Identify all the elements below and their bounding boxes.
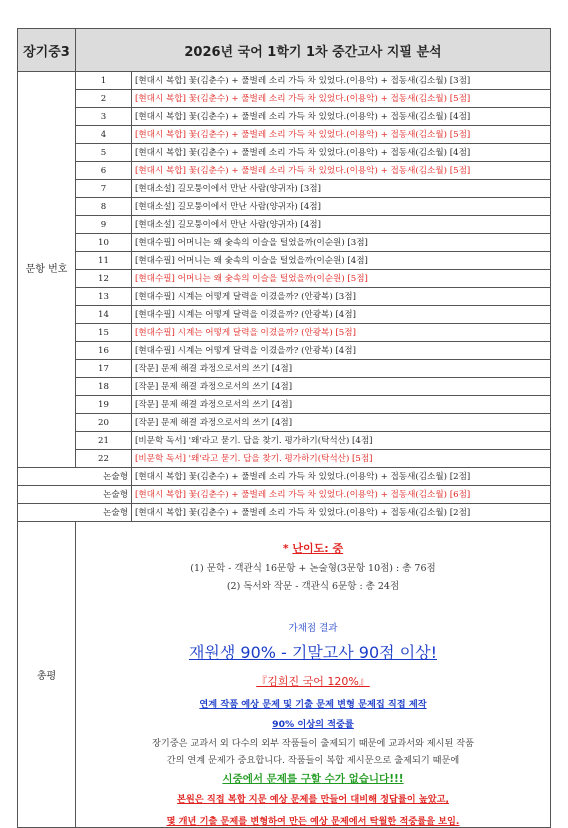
question-number: 3 <box>76 108 132 126</box>
question-description: [현대수필] 시계는 어떻게 달력을 이겼을까? (안광복) [4점] <box>132 306 551 324</box>
difficulty-text: 난이도: 중 <box>292 542 344 555</box>
question-number: 1 <box>76 72 132 90</box>
question-description: [현대소설] 길모퉁이에서 만난 사람(양귀자) [4점] <box>132 216 551 234</box>
question-description: [현대수필] 어머니는 왜 숯속의 이슬을 털었을까(이순원) [5점] <box>132 270 551 288</box>
question-row <box>18 468 551 486</box>
header-row <box>18 29 551 72</box>
exam-analysis-table <box>17 28 551 828</box>
question-description: [현대수필] 시계는 어떻게 달력을 이겼을까? (안광복) [5점] <box>132 324 551 342</box>
brand-name: 『김희진 국어 120%』 <box>256 675 370 688</box>
question-description: [현대수필] 시계는 어떻게 달력을 이겼을까? (안광복) [4점] <box>132 342 551 360</box>
question-number: 2 <box>76 90 132 108</box>
question-number: 6 <box>76 162 132 180</box>
question-number: 15 <box>76 324 132 342</box>
question-row <box>18 504 551 522</box>
question-number: 22 <box>76 450 132 468</box>
question-description: [현대시 복합] 꽃(김춘수) + 풀벌레 소리 가득 차 있었다.(이용악) + 접동새(김소월) [6점] <box>132 486 551 504</box>
question-row <box>18 414 551 432</box>
question-row <box>18 216 551 234</box>
page-title: 2026년 국어 1학기 1차 중간고사 지필 분석 <box>76 29 551 72</box>
question-number: 12 <box>76 270 132 288</box>
question-number: 논술형 <box>18 468 132 486</box>
question-row <box>18 162 551 180</box>
difficulty-bullet: * <box>282 542 293 555</box>
question-description: [현대소설] 길모퉁이에서 만난 사람(양귀자) [3점] <box>132 180 551 198</box>
question-description: [현대수필] 어머니는 왜 숯속의 이슬을 털었을까(이순원) [4점] <box>132 252 551 270</box>
question-number: 10 <box>76 234 132 252</box>
question-description: [비문학 독서] '왜'라고 묻기. 답을 찾기. 평가하기(탁석산) [4점] <box>132 432 551 450</box>
question-row <box>18 288 551 306</box>
question-number: 21 <box>76 432 132 450</box>
question-row <box>18 360 551 378</box>
question-description: [비문학 독서] '왜'라고 묻기. 답을 찾기. 평가하기(탁석산) [5점] <box>132 450 551 468</box>
summary-row <box>18 522 551 828</box>
question-row <box>18 342 551 360</box>
question-row <box>18 180 551 198</box>
question-description: [현대시 복합] 꽃(김춘수) + 풀벌레 소리 가득 차 있었다.(이용악) + 접동새(김소월) [5점] <box>132 90 551 108</box>
question-row <box>18 198 551 216</box>
school-name: 장기중3 <box>18 29 76 72</box>
promo-line-2: 90% 이상의 적중률 <box>272 719 354 730</box>
question-row <box>18 324 551 342</box>
question-row <box>18 306 551 324</box>
evaluation-label: 가채점 결과 <box>288 623 338 634</box>
promo-line-1: 연계 작품 예상 문제 및 기출 문제 변형 문제집 직접 제작 <box>199 699 427 710</box>
question-number: 8 <box>76 198 132 216</box>
question-number: 18 <box>76 378 132 396</box>
question-row <box>18 432 551 450</box>
question-description: [현대시 복합] 꽃(김춘수) + 풀벌레 소리 가득 차 있었다.(이용악) + 접동새(김소월) [3점] <box>132 72 551 90</box>
question-description: [작문] 문제 해결 과정으로서의 쓰기 [4점] <box>132 414 551 432</box>
question-number: 논술형 <box>18 504 132 522</box>
question-number: 16 <box>76 342 132 360</box>
question-row <box>18 72 551 90</box>
question-number: 5 <box>76 144 132 162</box>
question-number: 11 <box>76 252 132 270</box>
question-description: [현대시 복합] 꽃(김춘수) + 풀벌레 소리 가득 차 있었다.(이용악) + 접동새(김소월) [2점] <box>132 504 551 522</box>
question-number: 14 <box>76 306 132 324</box>
question-number: 13 <box>76 288 132 306</box>
question-number-label: 문항 번호 <box>18 72 76 468</box>
question-number: 논술형 <box>18 486 132 504</box>
question-description: [작문] 문제 해결 과정으로서의 쓰기 [4점] <box>132 360 551 378</box>
difficulty-line <box>76 540 550 556</box>
question-number: 19 <box>76 396 132 414</box>
question-row <box>18 378 551 396</box>
question-row <box>18 144 551 162</box>
question-row <box>18 270 551 288</box>
question-row <box>18 234 551 252</box>
literature-breakdown: (1) 문학 - 객관식 16문항 + 논술형(3문항 10점) : 총 76점 <box>190 563 436 574</box>
red-note-1: 본원은 직접 복합 지문 예상 문제를 만들어 대비해 정답률이 높았고, <box>177 794 449 805</box>
question-row <box>18 450 551 468</box>
question-description: [작문] 문제 해결 과정으로서의 쓰기 [4점] <box>132 396 551 414</box>
body-line-1: 장기중은 교과서 외 다수의 외부 작품들이 출제되기 때문에 교과서와 제시된 작품 <box>151 738 475 749</box>
question-number: 7 <box>76 180 132 198</box>
body-line-2: 간의 연계 문제가 중요합니다. 작품들이 복합 제시문으로 출제되기 때문에 <box>166 755 460 766</box>
reading-breakdown: (2) 독서와 작문 - 객관식 6문항 : 총 24점 <box>226 581 400 592</box>
question-description: [현대시 복합] 꽃(김춘수) + 풀벌레 소리 가득 차 있었다.(이용악) + 접동새(김소월) [5점] <box>132 126 551 144</box>
question-number: 20 <box>76 414 132 432</box>
question-row <box>18 90 551 108</box>
question-number: 9 <box>76 216 132 234</box>
question-row <box>18 396 551 414</box>
question-row <box>18 126 551 144</box>
summary-label: 총평 <box>18 522 76 828</box>
question-description: [현대시 복합] 꽃(김춘수) + 풀벌레 소리 가득 차 있었다.(이용악) + 접동새(김소월) [4점] <box>132 108 551 126</box>
question-description: [현대시 복합] 꽃(김춘수) + 풀벌레 소리 가득 차 있었다.(이용악) + 접동새(김소월) [4점] <box>132 144 551 162</box>
question-row <box>18 108 551 126</box>
red-note-2: 몇 개년 기출 문제를 변형하여 만든 예상 문제에서 탁월한 적중률을 보임. <box>166 816 460 827</box>
question-number: 17 <box>76 360 132 378</box>
question-description: [현대소설] 길모퉁이에서 만난 사람(양귀자) [4점] <box>132 198 551 216</box>
question-description: [현대시 복합] 꽃(김춘수) + 풀벌레 소리 가득 차 있었다.(이용악) + 접동새(김소월) [5점] <box>132 162 551 180</box>
question-row <box>18 252 551 270</box>
question-description: [현대수필] 시계는 어떻게 달력을 이겼을까? (안광복) [3점] <box>132 288 551 306</box>
question-number: 4 <box>76 126 132 144</box>
question-description: [작문] 문제 해결 과정으로서의 쓰기 [4점] <box>132 378 551 396</box>
headline-result: 재원생 90% - 기말고사 90점 이상! <box>188 643 438 662</box>
question-row <box>18 486 551 504</box>
summary-cell <box>76 522 551 828</box>
question-description: [현대시 복합] 꽃(김춘수) + 풀벌레 소리 가득 차 있었다.(이용악) + 접동새(김소월) [2점] <box>132 468 551 486</box>
availability-notice: 시중에서 문제를 구할 수가 없습니다!!! <box>222 773 404 785</box>
question-description: [현대수필] 어머니는 왜 숯속의 이슬을 털었을까(이순원) [3점] <box>132 234 551 252</box>
